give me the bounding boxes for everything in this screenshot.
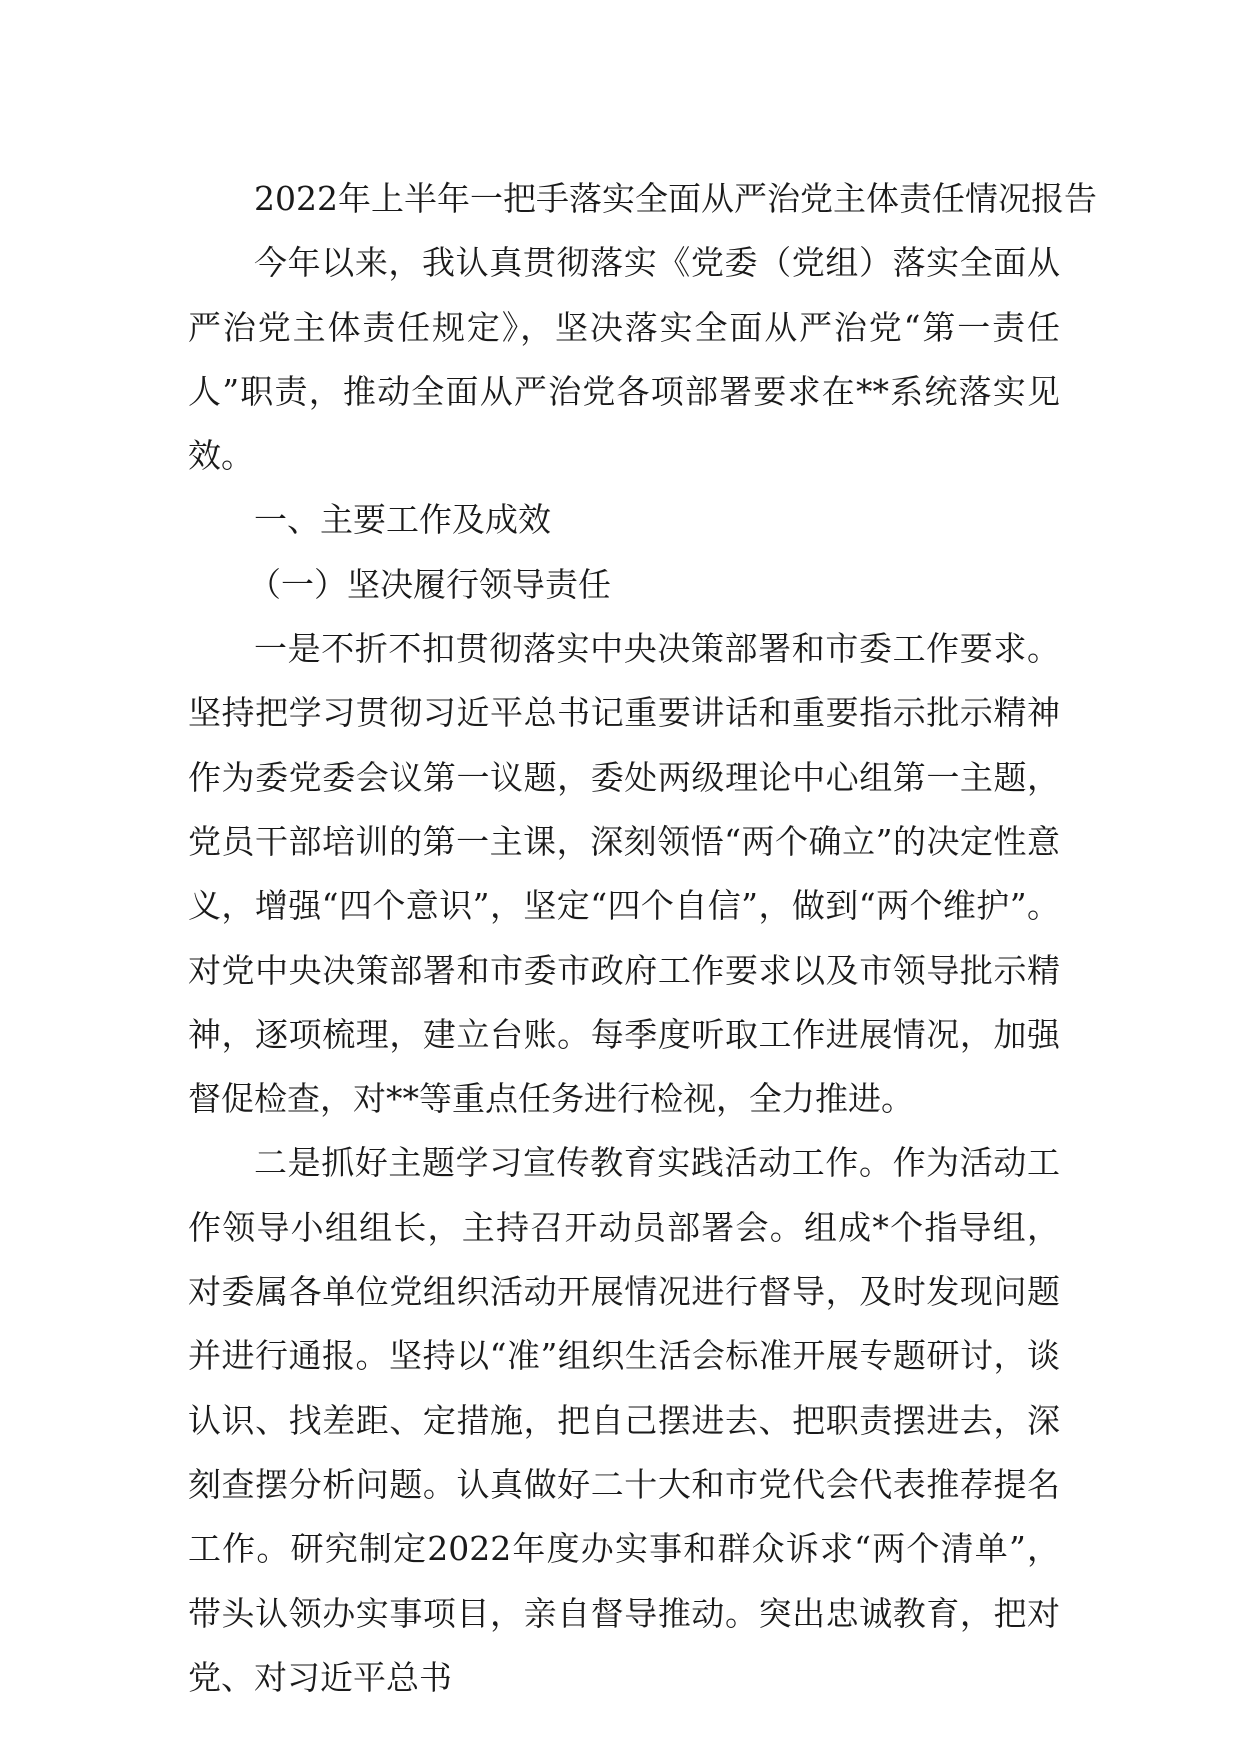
document-body xyxy=(188,167,1097,1710)
body-paragraph-1: 一是不折不扣贯彻落实中央决策部署和市委工作要求。坚持把学习贯彻习近平总书记重要讲话和重要指示批示精神作为委党委会议第一议题，委处两级理论中心组第一主题，党员干部培训的第一主课，深刻领悟“两个确立”的决定性意义，增强“四个意识”，坚定“四个自信”，做到“两个维护”。对党中央决策部署和市委市政府工作要求以及市领导批示精神，逐项梳理，建立台账。每季度听取工作进展情况，加强督促检查，对**等重点任务进行检视，全力推进。 xyxy=(188,629,1060,1119)
intro-paragraph: 今年以来，我认真贯彻落实《党委（党组）落实全面从严治党主体责任规定》，坚决落实全面从严治党“第一责任人”职责，推动全面从严治党各项部署要求在**系统落实见效。 xyxy=(188,243,1060,476)
document-title: 2022年上半年一把手落实全面从严治党主体责任情况报告 xyxy=(254,179,1097,218)
section-heading: 一、主要工作及成效 xyxy=(254,500,551,540)
body-paragraph-2: 二是抓好主题学习宣传教育实践活动工作。作为活动工作领导小组组长，主持召开动员部署会。组成*个指导组，对委属各单位党组织活动开展情况进行督导，及时发现问题并进行通报。坚持以“准”组织生活会标准开展专题研讨，谈认识、找差距、定措施，把自己摆进去、把职责摆进去，深刻查摆分析问题。认真做好二十大和市党代会代表推荐提名工作。研究制定2022年度办实事和群众诉求“两个清单”，带头认领办实事项目，亲自督导推动。突出忠诚教育，把对党、对习近平总书 xyxy=(188,1143,1060,1697)
subsection-heading: （一）坚决履行领导责任 xyxy=(248,564,611,604)
